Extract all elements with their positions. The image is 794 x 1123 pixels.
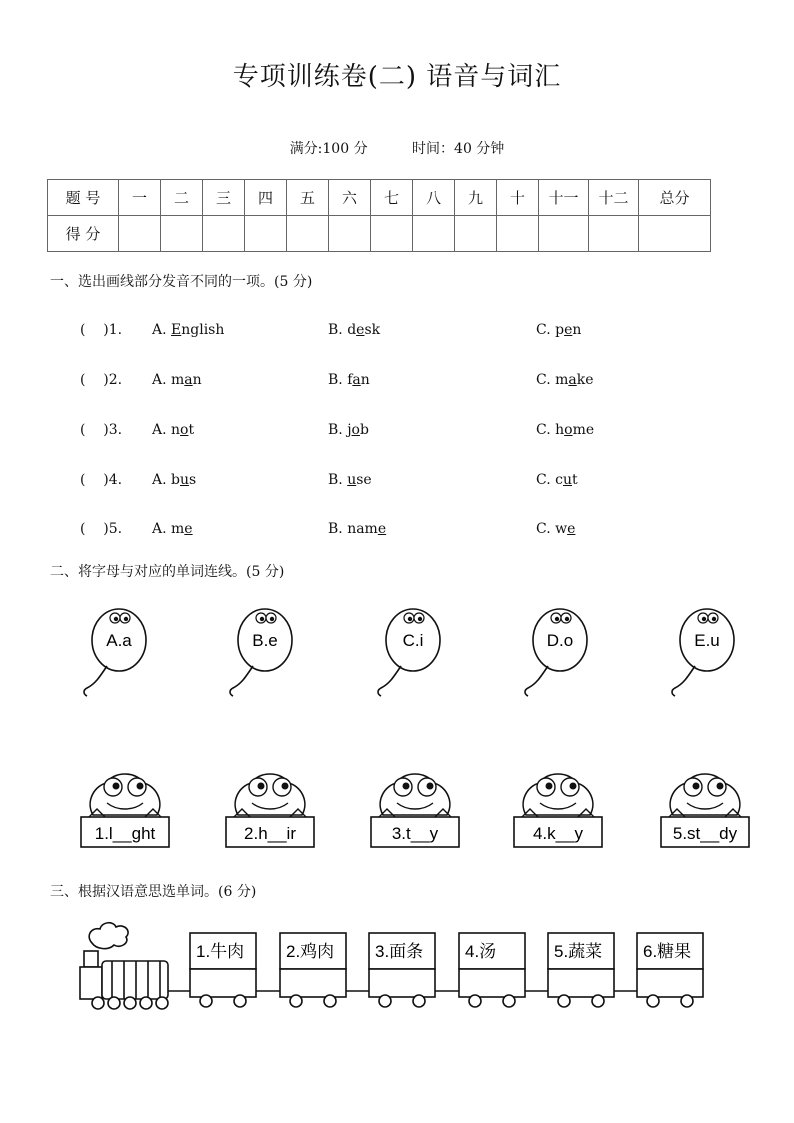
col-8: 八 — [413, 180, 455, 216]
score-cell[interactable] — [329, 216, 371, 252]
score-cell[interactable] — [119, 216, 161, 252]
section1-heading: 一、选出画线部分发音不同的一项。(5 分) — [50, 274, 313, 290]
option-text: n — [572, 322, 582, 338]
option-text: C. p — [536, 322, 565, 338]
option-text: n — [360, 372, 370, 388]
header-label: 题 号 — [48, 180, 119, 216]
option-text: ke — [576, 372, 594, 388]
score-cell[interactable] — [455, 216, 497, 252]
question-row — [0, 372, 794, 394]
page-title: 专项训练卷(二) 语音与词汇 — [232, 62, 562, 92]
score-row — [48, 216, 711, 252]
matching-area — [0, 595, 794, 875]
exam-meta — [0, 138, 794, 158]
car-label: 4.汤 — [465, 942, 497, 961]
option-a — [152, 372, 202, 388]
train-car-6 — [637, 933, 703, 1007]
question-number[interactable]: ( )4. — [80, 472, 123, 488]
option-b — [328, 322, 380, 338]
underlined-letter: e — [184, 521, 193, 537]
score-cell[interactable] — [245, 216, 287, 252]
underlined-letter: a — [568, 372, 577, 388]
underlined-letter: o — [351, 422, 360, 438]
wheel-icon — [324, 995, 336, 1007]
underlined-letter: o — [180, 422, 189, 438]
balloon-icon — [525, 609, 587, 696]
option-text: A. n — [152, 422, 181, 438]
option-text: B. — [328, 472, 348, 488]
option-text: A. m — [152, 521, 185, 537]
option-c — [536, 372, 594, 388]
option-text: se — [356, 472, 372, 488]
car-body — [369, 969, 435, 997]
underlined-letter: u — [179, 472, 190, 488]
col-5: 五 — [287, 180, 329, 216]
train-car-5 — [548, 933, 614, 1007]
frog-icon — [89, 774, 161, 817]
option-c — [536, 422, 594, 438]
underlined-letter: u — [347, 472, 357, 488]
frog-2[interactable] — [226, 774, 314, 847]
option-a — [152, 521, 193, 537]
underlined-letter: e — [564, 322, 573, 338]
frog-3[interactable] — [371, 774, 459, 847]
train-car-3 — [369, 933, 435, 1007]
option-text: n — [192, 372, 202, 388]
col-1: 一 — [119, 180, 161, 216]
balloon-group — [84, 609, 734, 696]
question-row — [0, 521, 794, 543]
balloon-label: E.u — [694, 631, 720, 650]
frog-icon — [522, 774, 594, 817]
col-total: 总分 — [639, 180, 711, 216]
option-text: sk — [364, 322, 381, 338]
option-text: B. nam — [328, 521, 378, 537]
balloon-label: C.i — [402, 631, 424, 650]
option-a — [152, 472, 196, 488]
frog-4[interactable] — [514, 774, 602, 847]
underlined-letter: u — [562, 472, 572, 488]
option-c — [536, 322, 581, 338]
option-c — [536, 472, 578, 488]
col-10: 十 — [497, 180, 539, 216]
col-4: 四 — [245, 180, 287, 216]
balloon-5[interactable] — [672, 609, 734, 696]
option-text: B. j — [328, 422, 352, 438]
question-number[interactable]: ( )2. — [80, 372, 123, 388]
balloon-4[interactable] — [525, 609, 587, 696]
frog-icon — [234, 774, 306, 817]
question-number[interactable]: ( )3. — [80, 422, 123, 438]
wheel-icon — [413, 995, 425, 1007]
underlined-letter: e — [377, 521, 387, 537]
option-text: B. f — [328, 372, 353, 388]
balloon-3[interactable] — [378, 609, 440, 696]
question-row — [0, 472, 794, 494]
row-label: 得 分 — [48, 216, 119, 252]
frog-1[interactable] — [81, 774, 169, 847]
full-score: 满分:100 分 — [289, 141, 368, 157]
score-header-row — [48, 180, 711, 216]
score-cell[interactable] — [287, 216, 329, 252]
wheel-icon — [200, 995, 212, 1007]
balloon-2[interactable] — [230, 609, 292, 696]
score-table — [47, 179, 711, 252]
car-label: 1.牛肉 — [196, 942, 245, 961]
balloon-label: A.a — [106, 631, 132, 650]
car-body — [548, 969, 614, 997]
section2-heading: 二、将字母与对应的单词连线。(5 分) — [50, 564, 285, 580]
score-cell[interactable] — [371, 216, 413, 252]
question-number[interactable]: ( )5. — [80, 521, 123, 537]
score-cell[interactable] — [539, 216, 589, 252]
score-cell[interactable] — [161, 216, 203, 252]
balloon-label: D.o — [546, 631, 574, 650]
option-text: C. h — [536, 422, 565, 438]
col-3: 三 — [203, 180, 245, 216]
section3-heading: 三、根据汉语意思选单词。(6 分) — [50, 884, 257, 900]
word-label: 5.st__dy — [672, 824, 738, 843]
car-body — [190, 969, 256, 997]
question-row — [0, 322, 794, 344]
balloon-icon — [84, 609, 146, 696]
col-2: 二 — [161, 180, 203, 216]
col-6: 六 — [329, 180, 371, 216]
underlined-letter: a — [184, 372, 193, 388]
car-label: 6.糖果 — [643, 942, 692, 961]
option-text: t — [188, 422, 195, 438]
underlined-letter: a — [352, 372, 361, 388]
option-text: B. d — [328, 322, 357, 338]
col-9: 九 — [455, 180, 497, 216]
wheel-icon — [647, 995, 659, 1007]
option-c — [536, 521, 575, 537]
option-text: C. m — [536, 372, 569, 388]
option-a — [152, 422, 194, 438]
balloon-icon — [672, 609, 734, 696]
balloon-icon — [378, 609, 440, 696]
wheel-icon — [681, 995, 693, 1007]
wheel-icon — [503, 995, 515, 1007]
wheel-icon — [379, 995, 391, 1007]
score-cell[interactable] — [203, 216, 245, 252]
frog-icon — [669, 774, 741, 817]
col-11: 十一 — [539, 180, 589, 216]
underlined-letter: E — [171, 322, 182, 338]
option-text: C. w — [536, 521, 568, 537]
option-text: b — [359, 422, 369, 438]
exam-time: 时间：40 分钟 — [412, 141, 505, 157]
option-text: me — [572, 422, 595, 438]
balloon-label: B.e — [252, 631, 278, 650]
option-a — [152, 322, 224, 338]
option-b — [328, 472, 372, 488]
option-b — [328, 422, 369, 438]
train-car-1 — [190, 933, 256, 1007]
train-car-2 — [280, 933, 346, 1007]
underlined-letter: e — [567, 521, 576, 537]
wheel-icon — [234, 995, 246, 1007]
car-label: 2.鸡肉 — [286, 942, 335, 961]
score-cell[interactable] — [413, 216, 455, 252]
word-label: 1.l__ght — [94, 824, 156, 843]
word-label: 3.t__y — [391, 824, 439, 843]
car-body — [280, 969, 346, 997]
col-12: 十二 — [589, 180, 639, 216]
balloon-icon — [230, 609, 292, 696]
train-cars — [190, 933, 703, 1007]
question-number[interactable]: ( )1. — [80, 322, 123, 338]
frog-icon — [379, 774, 451, 817]
car-label: 3.面条 — [375, 942, 424, 961]
score-cell[interactable] — [497, 216, 539, 252]
balloon-1[interactable] — [84, 609, 146, 696]
score-cell[interactable] — [589, 216, 639, 252]
frog-group — [81, 774, 749, 847]
question-row — [0, 422, 794, 444]
option-text: A. b — [152, 472, 180, 488]
option-text: nglish — [181, 322, 225, 338]
word-label: 2.h__ir — [244, 824, 296, 843]
underlined-letter: e — [356, 322, 365, 338]
option-text: A. — [152, 322, 172, 338]
wheel-icon — [290, 995, 302, 1007]
wheel-icon — [592, 995, 604, 1007]
word-label: 4.k__y — [532, 824, 584, 843]
train-car-4 — [459, 933, 525, 1007]
option-text: t — [572, 472, 578, 488]
car-label: 5.蔬菜 — [554, 942, 603, 961]
car-body — [459, 969, 525, 997]
underlined-letter: o — [564, 422, 573, 438]
score-cell-total[interactable] — [639, 216, 711, 252]
wheel-icon — [469, 995, 481, 1007]
option-text: C. c — [536, 472, 563, 488]
locomotive-icon — [80, 923, 168, 1009]
option-b — [328, 521, 386, 537]
option-b — [328, 372, 370, 388]
train-illustration — [0, 915, 794, 1015]
option-text: s — [189, 472, 197, 488]
frog-5[interactable] — [661, 774, 749, 847]
col-7: 七 — [371, 180, 413, 216]
wheel-icon — [558, 995, 570, 1007]
option-text: A. m — [152, 372, 185, 388]
car-body — [637, 969, 703, 997]
